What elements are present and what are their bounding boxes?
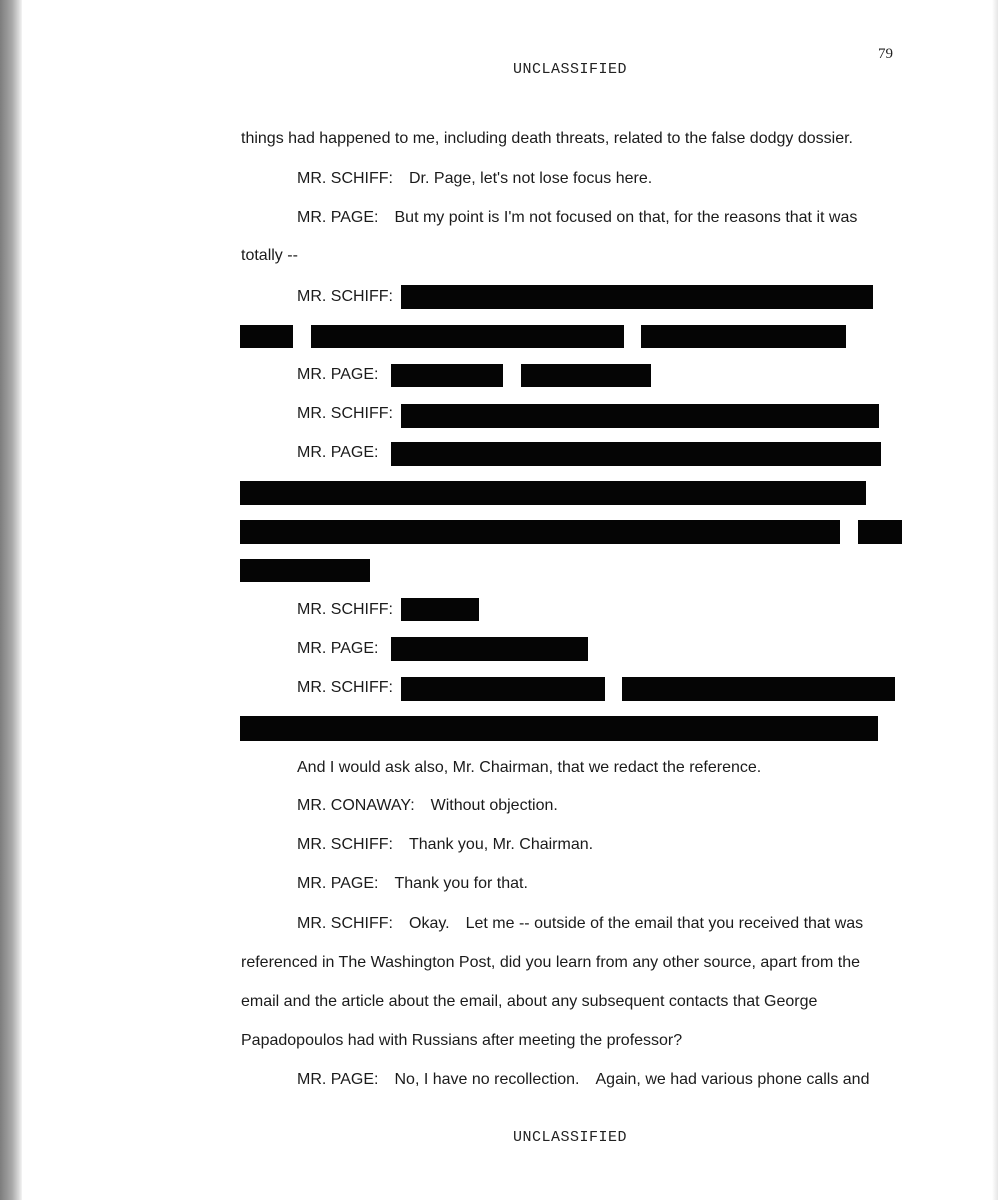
transcript-line bbox=[297, 835, 593, 855]
redaction-block bbox=[240, 325, 293, 348]
speaker-label: MR. PAGE: bbox=[297, 1071, 379, 1088]
scan-shadow-edge bbox=[0, 0, 22, 1200]
redaction-block bbox=[521, 364, 651, 387]
speaker-label: MR. SCHIFF: bbox=[297, 405, 393, 422]
transcript-line: referenced in The Washington Post, did you learn from any other source, apart from the bbox=[241, 954, 860, 971]
transcript-line bbox=[297, 914, 863, 934]
transcript-line bbox=[297, 169, 652, 189]
speech-text: Okay. bbox=[409, 915, 450, 932]
redaction-block bbox=[240, 481, 866, 505]
speaker-label: MR. SCHIFF: bbox=[297, 915, 393, 932]
speech-text: Thank you for that. bbox=[394, 875, 528, 892]
redaction-block bbox=[401, 404, 879, 428]
transcript-line: things had happened to me, including death threats, related to the false dodgy dossier. bbox=[241, 130, 853, 147]
speaker-label: MR. PAGE: bbox=[297, 444, 379, 461]
transcript-line bbox=[297, 796, 558, 816]
transcript-line: Papadopoulos had with Russians after meeting the professor? bbox=[241, 1032, 683, 1049]
redaction-block bbox=[391, 364, 503, 387]
speaker-label: MR. CONAWAY: bbox=[297, 797, 415, 814]
speaker-label: MR. SCHIFF: bbox=[297, 170, 393, 187]
speaker-label: MR. SCHIFF: bbox=[297, 288, 393, 305]
speech-text: Again, we had various phone calls and bbox=[595, 1071, 870, 1088]
speaker-label: MR. SCHIFF: bbox=[297, 679, 393, 696]
speech-text: Without objection. bbox=[430, 797, 558, 814]
transcript-line bbox=[297, 208, 857, 228]
redaction-block bbox=[641, 325, 846, 348]
redaction-block bbox=[240, 716, 878, 741]
redaction-block bbox=[401, 677, 605, 701]
redaction-block bbox=[240, 520, 840, 544]
redaction-block bbox=[311, 325, 624, 348]
speaker-label: MR. PAGE: bbox=[297, 209, 379, 226]
redaction-block bbox=[858, 520, 902, 544]
speaker-label: MR. PAGE: bbox=[297, 640, 379, 657]
speech-text: Thank you, Mr. Chairman. bbox=[409, 836, 594, 853]
redaction-block bbox=[391, 442, 881, 466]
transcript-line: email and the article about the email, about any subsequent contacts that George bbox=[241, 993, 818, 1010]
classification-footer: UNCLASSIFIED bbox=[512, 1129, 628, 1146]
redaction-block bbox=[391, 637, 588, 661]
speech-text: Let me -- outside of the email that you received that was bbox=[465, 915, 864, 932]
speech-text: No, I have no recollection. bbox=[394, 1071, 580, 1088]
transcript-line: totally -- bbox=[241, 247, 298, 264]
speaker-label: MR. SCHIFF: bbox=[297, 836, 393, 853]
speaker-label: MR. PAGE: bbox=[297, 366, 379, 383]
speaker-label: MR. SCHIFF: bbox=[297, 601, 393, 618]
redaction-block bbox=[401, 598, 479, 621]
transcript-line: And I would ask also, Mr. Chairman, that we redact the reference. bbox=[297, 759, 762, 776]
speaker-label: MR. PAGE: bbox=[297, 875, 379, 892]
speech-text: But my point is I'm not focused on that, for the reasons that it was bbox=[394, 209, 858, 226]
redaction-block bbox=[240, 559, 370, 582]
classification-header: UNCLASSIFIED bbox=[512, 61, 628, 78]
scan-right-edge bbox=[992, 0, 998, 1200]
redaction-block bbox=[622, 677, 895, 701]
transcript-line bbox=[297, 874, 528, 894]
redaction-block bbox=[401, 285, 873, 309]
speech-text: Dr. Page, let's not lose focus here. bbox=[409, 170, 653, 187]
transcript-line bbox=[297, 1070, 869, 1090]
page-number: 79 bbox=[878, 46, 893, 62]
